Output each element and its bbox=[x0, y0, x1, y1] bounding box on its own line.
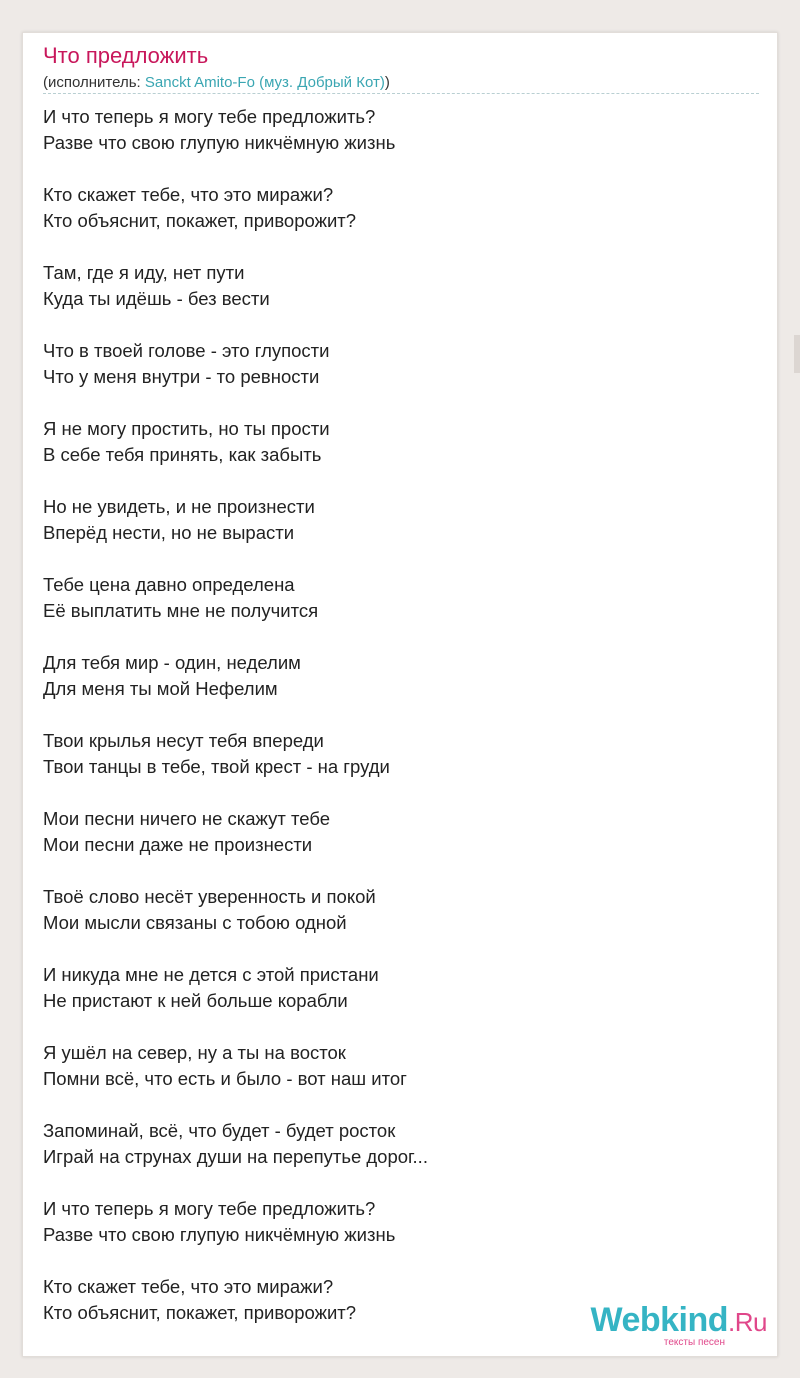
logo-main-text: Webkind bbox=[590, 1301, 729, 1339]
lyric-line: Для меня ты мой Нефелим bbox=[43, 678, 278, 699]
lyric-line: Тебе цена давно определена bbox=[43, 574, 295, 595]
lyric-line: Куда ты идёшь - без вести bbox=[43, 288, 270, 309]
lyric-line: Твои танцы в тебе, твой крест - на груди bbox=[43, 756, 390, 777]
performer-link[interactable]: Sanckt Amito-Fo (муз. Добрый Кот) bbox=[144, 74, 385, 91]
lyric-line: Помни всё, что есть и было - вот наш итог bbox=[43, 1068, 407, 1089]
lyric-line: Что у меня внутри - то ревности bbox=[43, 366, 320, 387]
lyric-line: Не пристают к ней больше корабли bbox=[43, 990, 348, 1011]
lyrics-stanza bbox=[43, 1040, 759, 1092]
lyric-line: Играй на струнах души на перепутье дорог... bbox=[43, 1146, 428, 1167]
lyrics-stanza bbox=[43, 1118, 759, 1170]
logo-wordmark bbox=[590, 1303, 767, 1339]
lyric-line: В себе тебя принять, как забыть bbox=[43, 444, 322, 465]
lyrics-stanza bbox=[43, 962, 759, 1014]
lyric-line: Что в твоей голове - это глупости bbox=[43, 340, 330, 361]
lyric-line: Запоминай, всё, что будет - будет росток bbox=[43, 1120, 396, 1141]
lyric-line: И что теперь я могу тебе предложить? bbox=[43, 106, 376, 127]
performer-line bbox=[43, 74, 390, 91]
lyric-line: Вперёд нести, но не вырасти bbox=[43, 522, 295, 543]
lyrics-stanza bbox=[43, 104, 759, 156]
lyrics-stanza bbox=[43, 572, 759, 624]
lyric-line: Я не могу простить, но ты прости bbox=[43, 418, 330, 439]
lyrics-stanza bbox=[43, 650, 759, 702]
lyric-line: Для тебя мир - один, неделим bbox=[43, 652, 301, 673]
lyric-line: Но не увидеть, и не произнести bbox=[43, 496, 315, 517]
lyric-line: Я ушёл на север, ну а ты на восток bbox=[43, 1042, 346, 1063]
lyric-line: И что теперь я могу тебе предложить? bbox=[43, 1198, 376, 1219]
lyric-line: Разве что свою глупую никчёмную жизнь bbox=[43, 132, 396, 153]
lyrics-stanza bbox=[43, 884, 759, 936]
lyric-line: Кто объяснит, покажет, приворожит? bbox=[43, 1302, 357, 1323]
lyric-line: Мои мысли связаны с тобою одной bbox=[43, 912, 347, 933]
lyric-line: Там, где я иду, нет пути bbox=[43, 262, 245, 283]
lyrics-stanza bbox=[43, 260, 759, 312]
logo-tagline: тексты песен bbox=[663, 1337, 725, 1348]
lyrics-stanza bbox=[43, 416, 759, 468]
song-title: Что предложить bbox=[43, 43, 209, 68]
lyric-line: Кто объяснит, покажет, приворожит? bbox=[43, 210, 357, 231]
lyrics-stanza bbox=[43, 338, 759, 390]
webkind-logo[interactable] bbox=[590, 1303, 767, 1348]
lyrics-stanza bbox=[43, 1196, 759, 1248]
lyrics-body bbox=[43, 104, 759, 1352]
lyrics-stanza bbox=[43, 728, 759, 780]
lyric-line: Мои песни даже не произнести bbox=[43, 834, 313, 855]
page-edge-mark bbox=[794, 335, 800, 373]
lyric-line: Кто скажет тебе, что это миражи? bbox=[43, 1276, 334, 1297]
lyric-line: Её выплатить мне не получится bbox=[43, 600, 319, 621]
title-divider bbox=[43, 93, 759, 94]
lyrics-stanza bbox=[43, 182, 759, 234]
lyrics-card bbox=[22, 32, 778, 1357]
lyric-line: Кто скажет тебе, что это миражи? bbox=[43, 184, 334, 205]
lyrics-stanza bbox=[43, 494, 759, 546]
lyric-line: И никуда мне не дется с этой пристани bbox=[43, 964, 379, 985]
logo-domain: .Ru bbox=[728, 1307, 767, 1337]
performer-prefix: (исполнитель: bbox=[43, 74, 145, 91]
lyrics-stanza bbox=[43, 806, 759, 858]
lyric-line: Разве что свою глупую никчёмную жизнь bbox=[43, 1224, 396, 1245]
lyric-line: Твои крылья несут тебя впереди bbox=[43, 730, 324, 751]
lyric-line: Твоё слово несёт уверенность и покой bbox=[43, 886, 376, 907]
performer-suffix: ) bbox=[384, 74, 390, 91]
lyric-line: Мои песни ничего не скажут тебе bbox=[43, 808, 331, 829]
